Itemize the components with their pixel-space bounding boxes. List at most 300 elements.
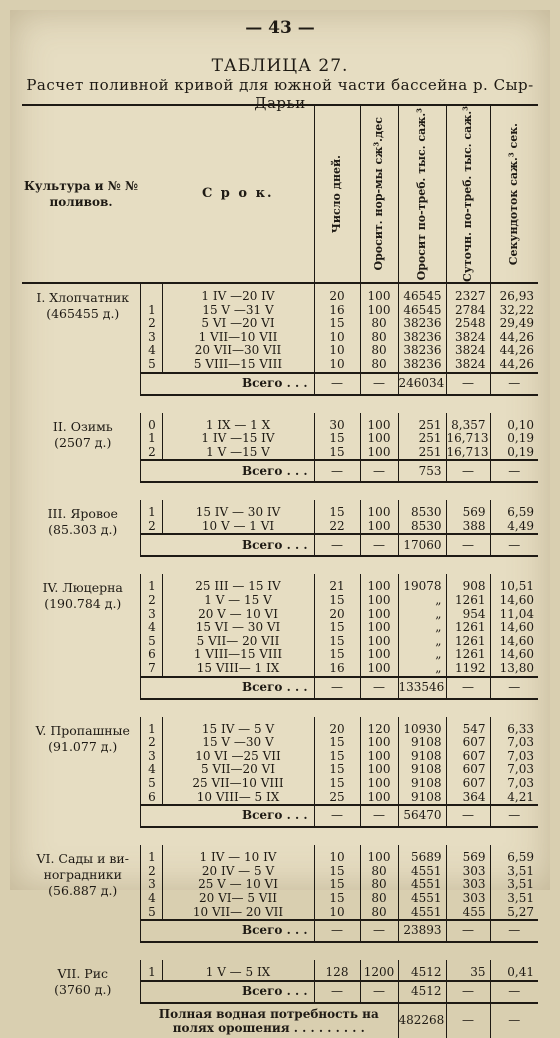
- irrigation-term: 15 IV — 30 IV: [162, 500, 314, 520]
- total-label: Всего . . .: [140, 805, 314, 827]
- requirement-value: „: [398, 608, 446, 622]
- seconds-value: 7,03: [507, 762, 534, 777]
- requirement-value: 251: [398, 432, 446, 446]
- norm-value: 100: [360, 763, 398, 777]
- daily-value: 388: [446, 520, 490, 535]
- seconds-value: 3,51: [507, 863, 534, 878]
- irrigation-number: 3: [140, 750, 162, 764]
- total-seconds: —: [490, 981, 538, 1003]
- irrigation-term: 10 VII— 20 VII: [162, 906, 314, 921]
- days-value: 22: [314, 520, 360, 535]
- total-seconds: —: [490, 805, 538, 827]
- total-label: Всего . . .: [140, 920, 314, 942]
- seconds-value: 3,51: [507, 877, 534, 892]
- seconds-value: 10,51: [499, 579, 534, 594]
- requirement-value: 46545: [398, 283, 446, 304]
- requirement-value: „: [398, 662, 446, 677]
- total-norm: —: [360, 534, 398, 556]
- irrigation-term: 1 IV — 10 IV: [162, 845, 314, 865]
- irrigation-term: 10 V — 1 VI: [162, 520, 314, 535]
- daily-value: 908: [446, 574, 490, 594]
- daily-value: 569: [446, 845, 490, 865]
- daily-value: 455: [446, 906, 490, 921]
- days-value: 15: [314, 750, 360, 764]
- seconds-value: 4,21: [507, 789, 534, 804]
- daily-value: 364: [446, 791, 490, 806]
- total-requirement: 753: [398, 460, 446, 482]
- days-value: 15: [314, 635, 360, 649]
- days-value: 15: [314, 317, 360, 331]
- irrigation-term: 15 V —31 V: [162, 304, 314, 318]
- requirement-value: 38236: [398, 317, 446, 331]
- spacer-row: [22, 556, 538, 574]
- table-row: [22, 283, 538, 304]
- daily-value: 2784: [446, 304, 490, 318]
- spacer-row: [22, 827, 538, 845]
- daily-value: 547: [446, 717, 490, 737]
- total-requirement: 23893: [398, 920, 446, 942]
- spacer-cell: [22, 395, 538, 413]
- days-value: 15: [314, 865, 360, 879]
- norm-value: 100: [360, 662, 398, 677]
- irrigation-term: 1 VII—10 VII: [162, 331, 314, 345]
- seconds-value: 0,10: [507, 417, 534, 432]
- total-requirement: 4512: [398, 981, 446, 1003]
- norm-value: 100: [360, 736, 398, 750]
- irrigation-number: 0: [140, 413, 162, 433]
- total-requirement: 133546: [398, 677, 446, 699]
- table-row: [22, 500, 538, 520]
- daily-value: 1261: [446, 635, 490, 649]
- irrigation-term: 15 VI — 30 VI: [162, 621, 314, 635]
- norm-value: 100: [360, 446, 398, 461]
- days-value: 30: [314, 413, 360, 433]
- days-value: 15: [314, 500, 360, 520]
- requirement-value: 251: [398, 446, 446, 461]
- daily-value: 607: [446, 736, 490, 750]
- total-label: Всего . . .: [140, 677, 314, 699]
- seconds-value: 14,60: [499, 620, 534, 635]
- seconds-value: 0,19: [507, 431, 534, 446]
- crop-name: VI. Сады и ви-ноградники: [36, 851, 129, 883]
- header-daily: Суточн. по-треб. тыс. саж.³: [461, 106, 474, 282]
- seconds-value: 7,03: [507, 735, 534, 750]
- norm-value: 80: [360, 892, 398, 906]
- norm-value: 100: [360, 791, 398, 806]
- irrigation-number: 2: [140, 446, 162, 461]
- crop-cell: [22, 574, 140, 698]
- days-value: 20: [314, 283, 360, 304]
- daily-value: 35: [446, 960, 490, 981]
- days-value: 15: [314, 594, 360, 608]
- header-requirement: Оросит по-треб. тыс. саж.³: [415, 107, 428, 281]
- norm-value: 100: [360, 594, 398, 608]
- days-value: 10: [314, 845, 360, 865]
- daily-value: 607: [446, 777, 490, 791]
- grand-total-row: [22, 1003, 538, 1038]
- spacer-row: [22, 699, 538, 717]
- total-norm: —: [360, 677, 398, 699]
- irrigation-term: 1 IX — 1 X: [162, 413, 314, 433]
- irrigation-number: 6: [140, 791, 162, 806]
- irrigation-number: 1: [140, 432, 162, 446]
- daily-value: 8,357: [446, 413, 490, 433]
- seconds-value: 6,59: [507, 505, 534, 520]
- header-term: С р о к.: [162, 105, 314, 283]
- grand-total-empty: [22, 1003, 140, 1038]
- days-value: 15: [314, 892, 360, 906]
- daily-value: 954: [446, 608, 490, 622]
- total-days: —: [314, 373, 360, 395]
- days-value: 10: [314, 906, 360, 921]
- norm-value: 100: [360, 750, 398, 764]
- days-value: 15: [314, 878, 360, 892]
- norm-value: 120: [360, 717, 398, 737]
- seconds-value: 14,60: [499, 633, 534, 648]
- requirement-value: 4551: [398, 865, 446, 879]
- spacer-row: [22, 395, 538, 413]
- crop-name: V. Пропашные: [35, 722, 130, 738]
- irrigation-term: 20 IV — 5 V: [162, 865, 314, 879]
- crop-cell: [22, 960, 140, 1003]
- days-value: 15: [314, 648, 360, 662]
- crop-name: I. Хлопчатник: [36, 289, 130, 305]
- irrigation-number: 1: [140, 500, 162, 520]
- total-seconds: —: [490, 534, 538, 556]
- irrigation-number: 2: [140, 865, 162, 879]
- daily-value: 3824: [446, 344, 490, 358]
- seconds-value: 14,60: [499, 593, 534, 608]
- days-value: 10: [314, 331, 360, 345]
- total-daily: —: [446, 534, 490, 556]
- daily-value: 3824: [446, 331, 490, 345]
- norm-value: 100: [360, 432, 398, 446]
- crop-area: (56.887 д.): [48, 883, 118, 899]
- requirement-value: „: [398, 594, 446, 608]
- seconds-value: 3,51: [507, 890, 534, 905]
- daily-value: 303: [446, 865, 490, 879]
- daily-value: 3824: [446, 358, 490, 373]
- irrigation-term: 15 VIII— 1 IX: [162, 662, 314, 677]
- table-subtitle: Расчет поливной кривой для южной части бассейна р. Сыр-Дарьи: [26, 76, 534, 112]
- crop-cell: [22, 500, 140, 556]
- total-daily: —: [446, 460, 490, 482]
- total-requirement: 17060: [398, 534, 446, 556]
- requirement-value: 9108: [398, 777, 446, 791]
- crop-name: VII. Рис: [57, 966, 109, 982]
- requirement-value: 4551: [398, 878, 446, 892]
- irrigation-number: 2: [140, 520, 162, 535]
- grand-total-daily: —: [446, 1003, 490, 1038]
- irrigation-number: 1: [140, 845, 162, 865]
- total-seconds: —: [490, 677, 538, 699]
- daily-value: 607: [446, 763, 490, 777]
- days-value: 15: [314, 446, 360, 461]
- requirement-value: 38236: [398, 344, 446, 358]
- total-days: —: [314, 460, 360, 482]
- daily-value: 303: [446, 892, 490, 906]
- header-index: [140, 105, 162, 283]
- total-label: Всего . . .: [140, 534, 314, 556]
- irrigation-number: 4: [140, 892, 162, 906]
- seconds-value: 26,93: [499, 288, 534, 303]
- irrigation-term: 20 V — 10 VI: [162, 608, 314, 622]
- norm-value: 1200: [360, 960, 398, 981]
- days-value: 25: [314, 791, 360, 806]
- irrigation-number: 1: [140, 717, 162, 737]
- table-body: [22, 283, 538, 1038]
- irrigation-number: 5: [140, 777, 162, 791]
- total-norm: —: [360, 373, 398, 395]
- total-days: —: [314, 677, 360, 699]
- crop-name: III. Яровое: [47, 506, 118, 522]
- days-value: 15: [314, 777, 360, 791]
- seconds-value: 6,33: [507, 721, 534, 736]
- crop-cell: [22, 845, 140, 942]
- requirement-value: 5689: [398, 845, 446, 865]
- crop-name: IV. Люцерна: [42, 580, 123, 596]
- total-daily: —: [446, 920, 490, 942]
- requirement-value: „: [398, 648, 446, 662]
- requirement-value: 4512: [398, 960, 446, 981]
- irrigation-number: 5: [140, 358, 162, 373]
- daily-value: 1261: [446, 594, 490, 608]
- norm-value: 100: [360, 500, 398, 520]
- total-daily: —: [446, 373, 490, 395]
- daily-value: 16,713: [446, 444, 489, 459]
- total-label: Всего . . .: [140, 373, 314, 395]
- crop-area: (3760 д.): [54, 982, 112, 998]
- crop-cell: [22, 413, 140, 483]
- requirement-value: 19078: [398, 574, 446, 594]
- norm-value: 100: [360, 304, 398, 318]
- irrigation-number: 5: [140, 906, 162, 921]
- irrigation-number: 5: [140, 635, 162, 649]
- total-norm: —: [360, 981, 398, 1003]
- total-norm: —: [360, 460, 398, 482]
- irrigation-term: 1 VIII—15 VIII: [162, 648, 314, 662]
- irrigation-term: 10 VI —25 VII: [162, 750, 314, 764]
- norm-value: 80: [360, 878, 398, 892]
- irrigation-number: 4: [140, 763, 162, 777]
- days-value: 21: [314, 574, 360, 594]
- requirement-value: 8530: [398, 520, 446, 535]
- irrigation-term: 25 III — 15 IV: [162, 574, 314, 594]
- total-label: Всего . . .: [140, 460, 314, 482]
- irrigation-term: 5 VI —20 VI: [162, 317, 314, 331]
- grand-total-seconds: —: [490, 1003, 538, 1038]
- norm-value: 80: [360, 906, 398, 921]
- daily-value: 569: [446, 500, 490, 520]
- seconds-value: 5,27: [507, 904, 534, 919]
- requirement-value: 9108: [398, 736, 446, 750]
- crop-area: (465455 д.): [46, 305, 120, 321]
- norm-value: 100: [360, 608, 398, 622]
- irrigation-number: 1: [140, 574, 162, 594]
- requirement-value: 4551: [398, 892, 446, 906]
- norm-value: 80: [360, 865, 398, 879]
- norm-value: 100: [360, 648, 398, 662]
- total-norm: —: [360, 920, 398, 942]
- norm-value: 100: [360, 845, 398, 865]
- irrigation-number: 2: [140, 594, 162, 608]
- spacer-row: [22, 942, 538, 960]
- irrigation-number: 3: [140, 608, 162, 622]
- norm-value: 100: [360, 621, 398, 635]
- requirement-value: 9108: [398, 791, 446, 806]
- irrigation-number: 2: [140, 736, 162, 750]
- norm-value: 80: [360, 358, 398, 373]
- total-days: —: [314, 805, 360, 827]
- requirement-value: 9108: [398, 763, 446, 777]
- total-daily: —: [446, 981, 490, 1003]
- seconds-value: 0,19: [507, 444, 534, 459]
- total-seconds: —: [490, 460, 538, 482]
- requirement-value: „: [398, 635, 446, 649]
- irrigation-term: 25 V — 10 VI: [162, 878, 314, 892]
- irrigation-term: 1 IV —15 IV: [162, 432, 314, 446]
- irrigation-number: 3: [140, 331, 162, 345]
- days-value: 10: [314, 344, 360, 358]
- seconds-value: 0,41: [507, 965, 534, 980]
- table-title: ТАБЛИЦА 27.: [211, 56, 349, 76]
- irrigation-table: [22, 104, 538, 1038]
- total-days: —: [314, 981, 360, 1003]
- irrigation-number: 6: [140, 648, 162, 662]
- seconds-value: 44,26: [499, 356, 534, 371]
- seconds-value: 29,49: [499, 316, 534, 331]
- total-daily: —: [446, 805, 490, 827]
- irrigation-number: 2: [140, 317, 162, 331]
- seconds-value: 7,03: [507, 748, 534, 763]
- daily-value: 303: [446, 878, 490, 892]
- irrigation-number: 1: [140, 304, 162, 318]
- irrigation-number: 1: [140, 960, 162, 981]
- daily-value: 607: [446, 750, 490, 764]
- seconds-value: 44,26: [499, 343, 534, 358]
- total-daily: —: [446, 677, 490, 699]
- header-norm: Оросит. нор-мы сж³.дес: [372, 117, 385, 271]
- irrigation-term: 20 VII—30 VII: [162, 344, 314, 358]
- table-row: [22, 413, 538, 433]
- irrigation-term: 1 IV —20 IV: [162, 283, 314, 304]
- irrigation-number: [140, 283, 162, 304]
- total-requirement: 246034: [398, 373, 446, 395]
- total-seconds: —: [490, 920, 538, 942]
- requirement-value: 38236: [398, 358, 446, 373]
- requirement-value: 9108: [398, 750, 446, 764]
- total-norm: —: [360, 805, 398, 827]
- spacer-cell: [22, 482, 538, 500]
- spacer-cell: [22, 942, 538, 960]
- table-row: [22, 717, 538, 737]
- seconds-value: 7,03: [507, 776, 534, 791]
- seconds-value: 44,26: [499, 329, 534, 344]
- crop-cell: [22, 283, 140, 395]
- daily-value: 2327: [446, 283, 490, 304]
- seconds-value: 13,80: [499, 661, 534, 676]
- header-culture: Культура и № № поливов.: [22, 105, 140, 283]
- norm-value: 100: [360, 283, 398, 304]
- irrigation-term: 10 VIII— 5 IX: [162, 791, 314, 806]
- norm-value: 100: [360, 635, 398, 649]
- header-row: [22, 105, 538, 283]
- seconds-value: 6,59: [507, 850, 534, 865]
- irrigation-number: 3: [140, 878, 162, 892]
- requirement-value: 251: [398, 413, 446, 433]
- days-value: 15: [314, 621, 360, 635]
- crop-area: (91.077 д.): [48, 738, 118, 754]
- requirement-value: 38236: [398, 331, 446, 345]
- norm-value: 100: [360, 520, 398, 535]
- days-value: 20: [314, 608, 360, 622]
- days-value: 16: [314, 304, 360, 318]
- crop-area: (85.303 д.): [48, 522, 118, 538]
- irrigation-number: 7: [140, 662, 162, 677]
- page-number: — 43 —: [245, 18, 315, 38]
- seconds-value: 32,22: [499, 302, 534, 317]
- irrigation-term: 5 VII— 20 VII: [162, 635, 314, 649]
- irrigation-term: 1 V — 5 IX: [162, 960, 314, 981]
- days-value: 128: [314, 960, 360, 981]
- crop-area: (2507 д.): [54, 434, 112, 450]
- table-row: [22, 574, 538, 594]
- crop-area: (190.784 д.): [44, 596, 122, 612]
- irrigation-term: 20 VI— 5 VII: [162, 892, 314, 906]
- days-value: 15: [314, 736, 360, 750]
- daily-value: 1192: [446, 662, 490, 677]
- total-label: Всего . . .: [140, 981, 314, 1003]
- norm-value: 100: [360, 574, 398, 594]
- irrigation-term: 5 VII—20 VI: [162, 763, 314, 777]
- total-requirement: 56470: [398, 805, 446, 827]
- norm-value: 100: [360, 777, 398, 791]
- table-row: [22, 845, 538, 865]
- norm-value: 80: [360, 331, 398, 345]
- days-value: 20: [314, 717, 360, 737]
- norm-value: 80: [360, 317, 398, 331]
- irrigation-number: 4: [140, 344, 162, 358]
- requirement-value: „: [398, 621, 446, 635]
- table-row: [22, 960, 538, 981]
- spacer-cell: [22, 556, 538, 574]
- grand-total-label: Полная водная потребность на полях орошения . . . . . . . . .: [140, 1003, 398, 1038]
- days-value: 15: [314, 432, 360, 446]
- spacer-row: [22, 482, 538, 500]
- header-seconds: Секундоток саж.³ сек.: [507, 122, 521, 266]
- irrigation-number: 4: [140, 621, 162, 635]
- requirement-value: 8530: [398, 500, 446, 520]
- irrigation-term: 1 V — 15 V: [162, 594, 314, 608]
- spacer-cell: [22, 827, 538, 845]
- header-days: Число дней.: [330, 154, 343, 234]
- seconds-value: 14,60: [499, 647, 534, 662]
- crop-cell: [22, 717, 140, 828]
- days-value: 10: [314, 358, 360, 373]
- seconds-value: 4,49: [507, 518, 534, 533]
- requirement-value: 46545: [398, 304, 446, 318]
- requirement-value: 4551: [398, 906, 446, 921]
- daily-value: 1261: [446, 648, 490, 662]
- seconds-value: 11,04: [499, 606, 534, 621]
- requirement-value: 10930: [398, 717, 446, 737]
- norm-value: 100: [360, 413, 398, 433]
- irrigation-term: 5 VIII—15 VIII: [162, 358, 314, 373]
- crop-name: II. Озимь: [52, 418, 113, 434]
- days-value: 16: [314, 662, 360, 677]
- daily-value: 16,713: [446, 431, 489, 446]
- irrigation-term: 15 V —30 V: [162, 736, 314, 750]
